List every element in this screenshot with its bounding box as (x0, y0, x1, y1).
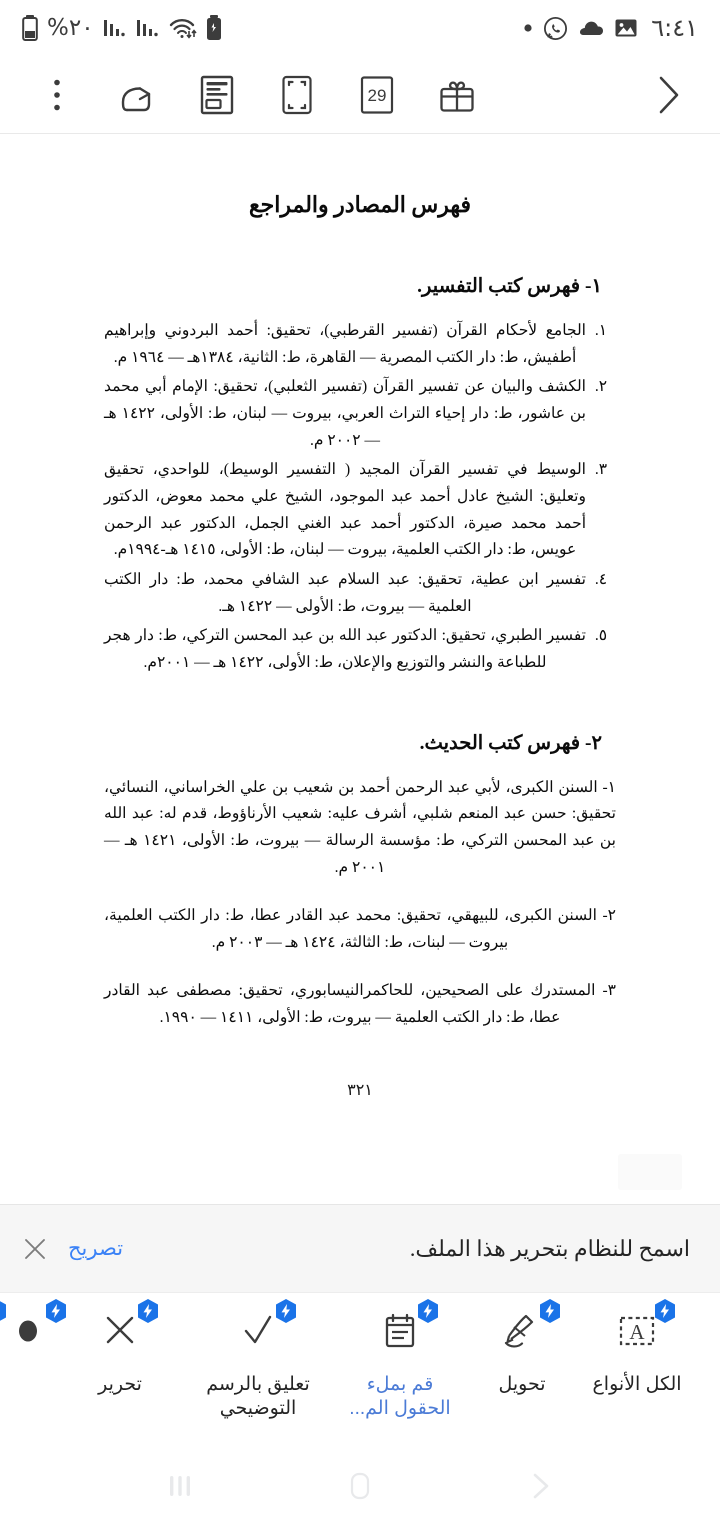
pro-badge-icon (653, 1298, 677, 1324)
document-viewport[interactable] (0, 134, 720, 1204)
reference-entry (104, 374, 616, 454)
android-navigation-bar (0, 1452, 720, 1520)
status-bar-left (22, 15, 222, 41)
dot-icon (522, 22, 534, 34)
tool-button-edit[interactable] (58, 1306, 182, 1356)
permission-notification-bar (0, 1204, 720, 1292)
tool-icons-row (0, 1293, 720, 1369)
pro-badge-icon (538, 1298, 562, 1324)
battery-icon (22, 15, 38, 41)
reference-entry (104, 623, 616, 676)
reference-number: ٤. (594, 570, 608, 588)
svg-text:A: A (629, 1320, 645, 1344)
status-bar-clock: ٦:٤١ (651, 14, 698, 42)
reference-text: ٢- السنن الكبرى، للبيهقي، تحقيق: محمد عبد القادر عطا، ط: دار الكتب العلمية، بيروت — لبنات، ط: الثالثة، ١٤٢٤ هـ — ٢٠٠٣ م. (104, 907, 616, 951)
tool-label-fill-fields: قم بملء الحقول الم... (349, 1374, 451, 1419)
reference-entry (104, 978, 616, 1031)
signal-bars-icon (103, 16, 127, 40)
app-toolbar (0, 56, 720, 134)
reference-entry (104, 775, 616, 882)
cloud-icon (577, 18, 605, 38)
calendar-badge-count: 29 (367, 85, 387, 105)
image-icon (614, 17, 638, 39)
chevron-right-icon[interactable] (646, 72, 692, 118)
section-heading-tafsir: ١- فهرس كتب التفسير. (417, 276, 602, 297)
share-icon[interactable] (114, 72, 160, 118)
status-bar (0, 0, 720, 56)
reference-entry (104, 903, 616, 956)
reference-text: تفسير الطبري، تحقيق: الدكتور عبد الله بن عبد المحسن التركي، ط: دار هجر للطباعة والنشر والتوزيع والإعلان، ط: الأولى، ١٤٢٢ هـ — ٢٠٠١م. (104, 627, 586, 671)
reference-text: ٣- المستدرك على الصحيحين، للحاكمرالنيسابوري، تحقيق: مصطفى عبد القادر عطا، ط: دار الكتب العلمية — بيروت، ط: الأولى، ١٤١١ — ١٩٩٠. (104, 982, 616, 1027)
reference-text: الوسيط في تفسير القرآن المجيد ( التفسير الوسيط)، للواحدي، تحقيق وتعليق: الشيخ عادل أحمد عبد الموجود، الشيخ علي محمد معوض، الدكتور أحمد محمد صيرة، الدكتور أحمد عبد الغني الجمل، الدكتور عبد الرحمن عويس، ط: دار الكتب العلمية، بيروت — لبنان، ط: الأولى، ١٤١٥ هـ-١٩٩٤م. (104, 461, 586, 559)
section-heading-hadith: ٢- فهرس كتب الحديث. (419, 732, 602, 754)
signal-bars-icon (136, 16, 160, 40)
page-title: فهرس المصادر والمراجع (248, 192, 472, 217)
app-toolbar-actions (34, 72, 480, 118)
battery-saver-icon (206, 15, 222, 41)
fit-page-icon[interactable] (274, 72, 320, 118)
tool-button-convert[interactable] (466, 1306, 578, 1356)
tool-button-annotate[interactable] (182, 1306, 334, 1356)
home-icon[interactable] (330, 1462, 390, 1510)
pro-badge-icon (136, 1298, 160, 1324)
tool-button-dot[interactable] (0, 1306, 58, 1356)
tool-label-edit: تحرير (98, 1374, 142, 1395)
reference-entry (104, 567, 616, 620)
wifi-icon (169, 16, 197, 40)
reference-number: ٥. (594, 627, 608, 645)
reference-number: ٣. (594, 461, 608, 479)
tool-button-fill-fields[interactable] (334, 1306, 466, 1356)
tool-label-convert: تحويل (498, 1374, 546, 1395)
document-page (0, 134, 720, 1100)
reference-text: ١- السنن الكبرى، لأبي عبد الرحمن أحمد بن شعيب بن علي الخراساني، النسائي، تحقيق: حسن عبد المنعم شلبي، أشرف عليه: شعيب الأرناؤوط، قدم له: عبد الله بن عبد المحسن التركي، ط: مؤسسة الرسالة — بيروت، ط: الأولى، ١٤٢١ هـ — ٢٠٠١ م. (104, 778, 617, 876)
status-bar-right (522, 14, 698, 42)
gift-icon[interactable] (434, 72, 480, 118)
battery-percent-label: %٢٠ (47, 15, 94, 41)
close-icon[interactable] (18, 1232, 52, 1266)
tool-label-all-types: الكل الأنواع (592, 1374, 682, 1395)
reference-entry (104, 318, 616, 371)
reference-list-hadith (104, 775, 616, 1032)
tool-button-all-types[interactable] (578, 1306, 696, 1356)
pro-badge-icon (44, 1298, 68, 1324)
whatsapp-icon (543, 16, 568, 41)
tool-label-annotate: تعليق بالرسم التوضيحي (206, 1374, 310, 1419)
back-icon[interactable] (510, 1462, 570, 1510)
page-watermark-box (618, 1154, 682, 1190)
reference-text: الكشف والبيان عن تفسير القرآن (تفسير الثعلبي)، تحقيق: الإمام أبي محمد بن عاشور، ط: دار إحياء التراث العربي، بيروت — لبنان، ط: الأولى، ١٤٢٢ هـ — ٢٠٠٢ م. (104, 378, 586, 449)
notification-message: اسمح للنظام بتحرير هذا الملف. (409, 1235, 690, 1261)
overflow-menu-icon[interactable] (34, 72, 80, 118)
reference-list-tafsir (104, 318, 616, 677)
page-number: ٣٢١ (347, 1081, 373, 1099)
reference-number: ٢. (594, 378, 608, 396)
pro-badge-icon (0, 1298, 8, 1324)
recents-icon[interactable] (150, 1462, 210, 1510)
reference-text: الجامع لأحكام القرآن (تفسير القرطبي)، تحقيق: أحمد البردوني وإبراهيم أطفيش، ط: دار الكتب المصرية — القاهرة، ط: الثانية، ١٣٨٤هـ — ١٩٦٤ م. (104, 322, 586, 366)
tool-labels-row (0, 1369, 720, 1452)
document-layout-icon[interactable] (194, 72, 240, 118)
calendar-icon[interactable] (354, 72, 400, 118)
reference-entry (104, 457, 616, 564)
reference-number: ١. (594, 322, 608, 339)
tool-palette (0, 1292, 720, 1452)
allow-permission-button[interactable]: تصريح (68, 1236, 124, 1260)
pro-badge-icon (416, 1298, 440, 1324)
pro-badge-icon (274, 1298, 298, 1324)
reference-text: تفسير ابن عطية، تحقيق: عبد السلام عبد الشافي محمد، ط: دار الكتب العلمية — بيروت، ط: الأولى — ١٤٢٢ هـ. (104, 570, 586, 615)
